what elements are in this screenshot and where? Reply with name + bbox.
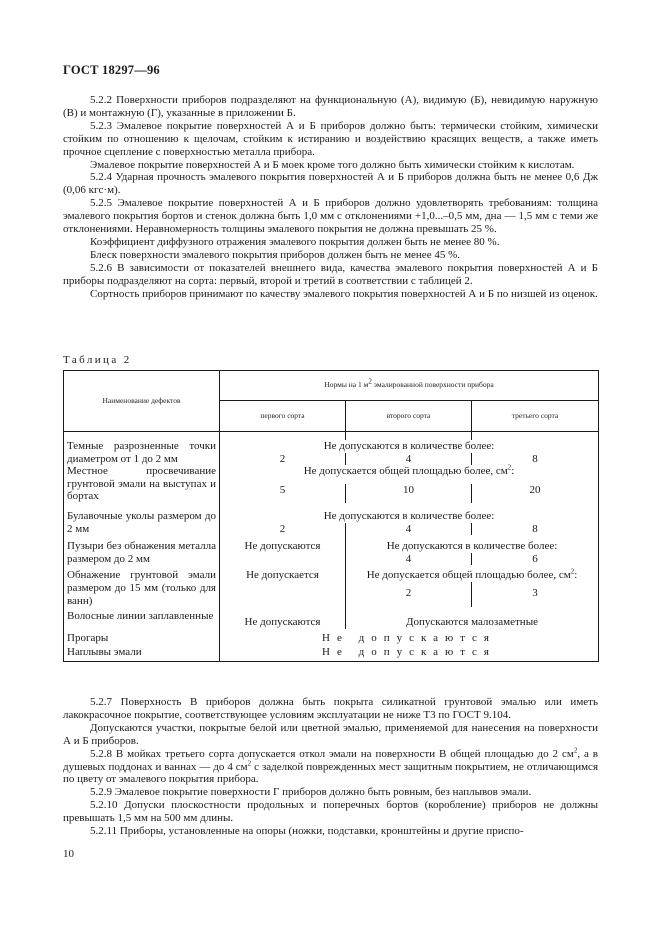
table-cell-grade-1: 2: [220, 523, 346, 536]
paragraph-5-2-6: 5.2.6 В зависимости от показателей внешнего вида, качества эмалевого покрытия поверхностей А и Б приборы подразделяют на сорта: первый, второй и третий в соответствии с таблицей 2.: [63, 261, 598, 287]
paragraph-5-2-3: 5.2.3 Эмалевое покрытие поверхностей А и Б приборов должно быть: термически стойким, химически стойким по отношению к щелочам, стойким к истиранию и воздействию красящих веществ, а также иметь прочное сцепление с поверхностью металла прибора.: [63, 119, 598, 158]
p-5-2-8-part-b: , а в душевых поддонах и ваннах — до 4 см: [63, 747, 598, 773]
table-cell-grade-2: 4: [346, 553, 472, 566]
document-header: ГОСТ 18297—96: [63, 63, 160, 77]
table-cell-grade-1: Не допускаются: [220, 607, 346, 629]
table-cell-grade-2: 4: [346, 523, 472, 536]
table-cell-grade-2: 10: [346, 484, 472, 503]
paragraph-5-2-7: 5.2.7 Поверхность В приборов должна быть покрыта силикатной грунтовой эмалью или иметь лакокрасочное покрытие, соответствующее условиям эксплуатации не ниже Т3 по ГОСТ 9.104.: [63, 696, 598, 721]
table-row-name: Темные разрозненные точки диаметром от 1 до 2 мм: [64, 440, 220, 465]
span-tail: :: [511, 465, 515, 478]
table-row-name: Обнажение грунтовой эмали размером до 15 мм (только для ванн): [64, 565, 220, 607]
paragraph-5-2-9: 5.2.9 Эмалевое покрытие поверхности Г приборов должно быть ровным, без наплывов эмали.: [90, 786, 532, 799]
table-cell-grade-3: 8: [472, 523, 599, 536]
paragraph-5-2-2: 5.2.2 Поверхности приборов подразделяют на функциональную (А), видимую (Б), невидимую наружную (В) и монтажную (Г), указанные в приложении Б.: [63, 94, 598, 119]
paragraph-5-2-4: 5.2.4 Ударная прочность эмалевого покрытия поверхностей А и Б приборов должна быть не менее 0,6 Дж (0,06 кгс·м).: [63, 171, 598, 197]
paragraph-gloss: Блеск поверхности эмалевого покрытия приборов должен быть не менее 45 %.: [90, 248, 460, 261]
header-grade-3: третьего сорта: [472, 401, 599, 432]
p-5-2-8-part-c: с заделкой поврежденных мест защитным покрытием, не отличающимся по цвету от эмалевого покрытия прибора.: [63, 760, 599, 786]
header-norms-prefix: Нормы на 1 м: [324, 380, 369, 390]
p-5-2-8-sup-2: 2: [247, 758, 252, 767]
table-row-span: Не допускаются в количестве более:: [220, 440, 599, 453]
table-caption: Таблица 2: [63, 354, 132, 366]
span-text: Не допускается общей площадью более, см: [303, 465, 508, 478]
table-cell-grade-3: 6: [472, 553, 599, 566]
table-row-span: Не допускаются: [220, 629, 599, 645]
defects-table: [63, 370, 599, 662]
paragraph-grading: Сортность приборов принимают по качеству эмалевого покрытия поверхностей А и Б по низшей из оценок.: [90, 287, 598, 300]
header-norms: [220, 371, 599, 401]
paragraph-5-2-10: 5.2.10 Допуски плоскостности продольных и поперечных бортов (коробление) приборов не должны превышать 1,5 мм на 500 мм длины.: [63, 799, 598, 825]
text-after-table: [63, 696, 598, 838]
table-row-span: Не допускаются в количестве более:: [346, 535, 599, 553]
table-row-name: Булавочные уколы размером до 2 мм: [64, 503, 220, 535]
text-before-table: [63, 94, 598, 301]
table-cell-grade-1: Не допускаются: [220, 535, 346, 565]
header-defect-name: Наименование дефектов: [64, 371, 220, 432]
table-row-name: Наплывы эмали: [64, 644, 220, 661]
span-sup: 2: [570, 567, 575, 576]
table-cell-grade-1: 2: [220, 453, 346, 466]
paragraph-white-areas: Допускаются участки, покрытые белой или цветной эмалью, применяемой для нанесения на поверхности А и Б приборов.: [63, 721, 598, 747]
table-row-name: Прогары: [64, 629, 220, 645]
p-5-2-8-part-a: 5.2.8 В мойках третьего сорта допускается откол эмали на поверхности В общей площадью до 2 см: [90, 747, 574, 760]
paragraph-reflection: Коэффициент диффузного отражения эмалевого покрытия должен быть не менее 80 %.: [90, 235, 500, 248]
table-row-span: Не допускаются: [220, 644, 599, 661]
paragraph-5-2-5: 5.2.5 Эмалевое покрытие поверхностей А и Б приборов должно удовлетворять требованиям: толщина эмалевого покрытия бортов и стенок должна быть 1,0 мм с отклонениями +1,0...–0,5 мм, дна — 1,5 мм с теми же отклонениями. Неравномерность толщины эмалевого покрытия не должна превышать 25 %.: [63, 197, 598, 236]
table-cell-grade-2: 2: [346, 582, 472, 607]
header-norms-sup: 2: [368, 377, 372, 386]
header-grade-1: первого сорта: [220, 401, 346, 432]
span-text: Не допускается общей площадью более, см: [366, 569, 571, 582]
page-number: 10: [63, 848, 74, 860]
table-row-span: [346, 565, 599, 582]
p-5-2-8-sup-1: 2: [573, 745, 578, 754]
paragraph-5-2-8: [63, 745, 599, 787]
table-cell-grade-3: 3: [472, 582, 599, 607]
paragraph-5-2-11: 5.2.11 Приборы, установленные на опоры (ножки, подставки, кронштейны и другие приспо-: [90, 825, 524, 838]
span-tail: :: [574, 569, 578, 582]
table-cell-grade-2: 4: [346, 453, 472, 466]
span-sup: 2: [507, 463, 512, 472]
table-cell-grade-1: Не допускается: [220, 565, 346, 607]
table-row-name: Пузыри без обнажения металла размером до 2 мм: [64, 535, 220, 565]
table-row-span: [220, 465, 599, 484]
table-row-span: Допускаются малозаметные: [346, 607, 599, 629]
paragraph-sinks-acid: Эмалевое покрытие поверхностей А и Б моек кроме того должно быть химически стойким к кислотам.: [90, 158, 575, 171]
header-grade-2: второго сорта: [346, 401, 472, 432]
table-row-name: Местное просвечивание грунтовой эмали на выступах и бортах: [64, 465, 220, 503]
table-cell-grade-3: 20: [472, 484, 599, 503]
table-row-span: Не допускаются в количестве более:: [220, 503, 599, 523]
table-row-name: Волосные линии заплавленные: [64, 607, 220, 629]
table-cell-grade-1: 5: [220, 484, 346, 503]
header-norms-suffix: эмалированной поверхности прибора: [371, 380, 494, 390]
table-cell-grade-3: 8: [472, 453, 599, 466]
